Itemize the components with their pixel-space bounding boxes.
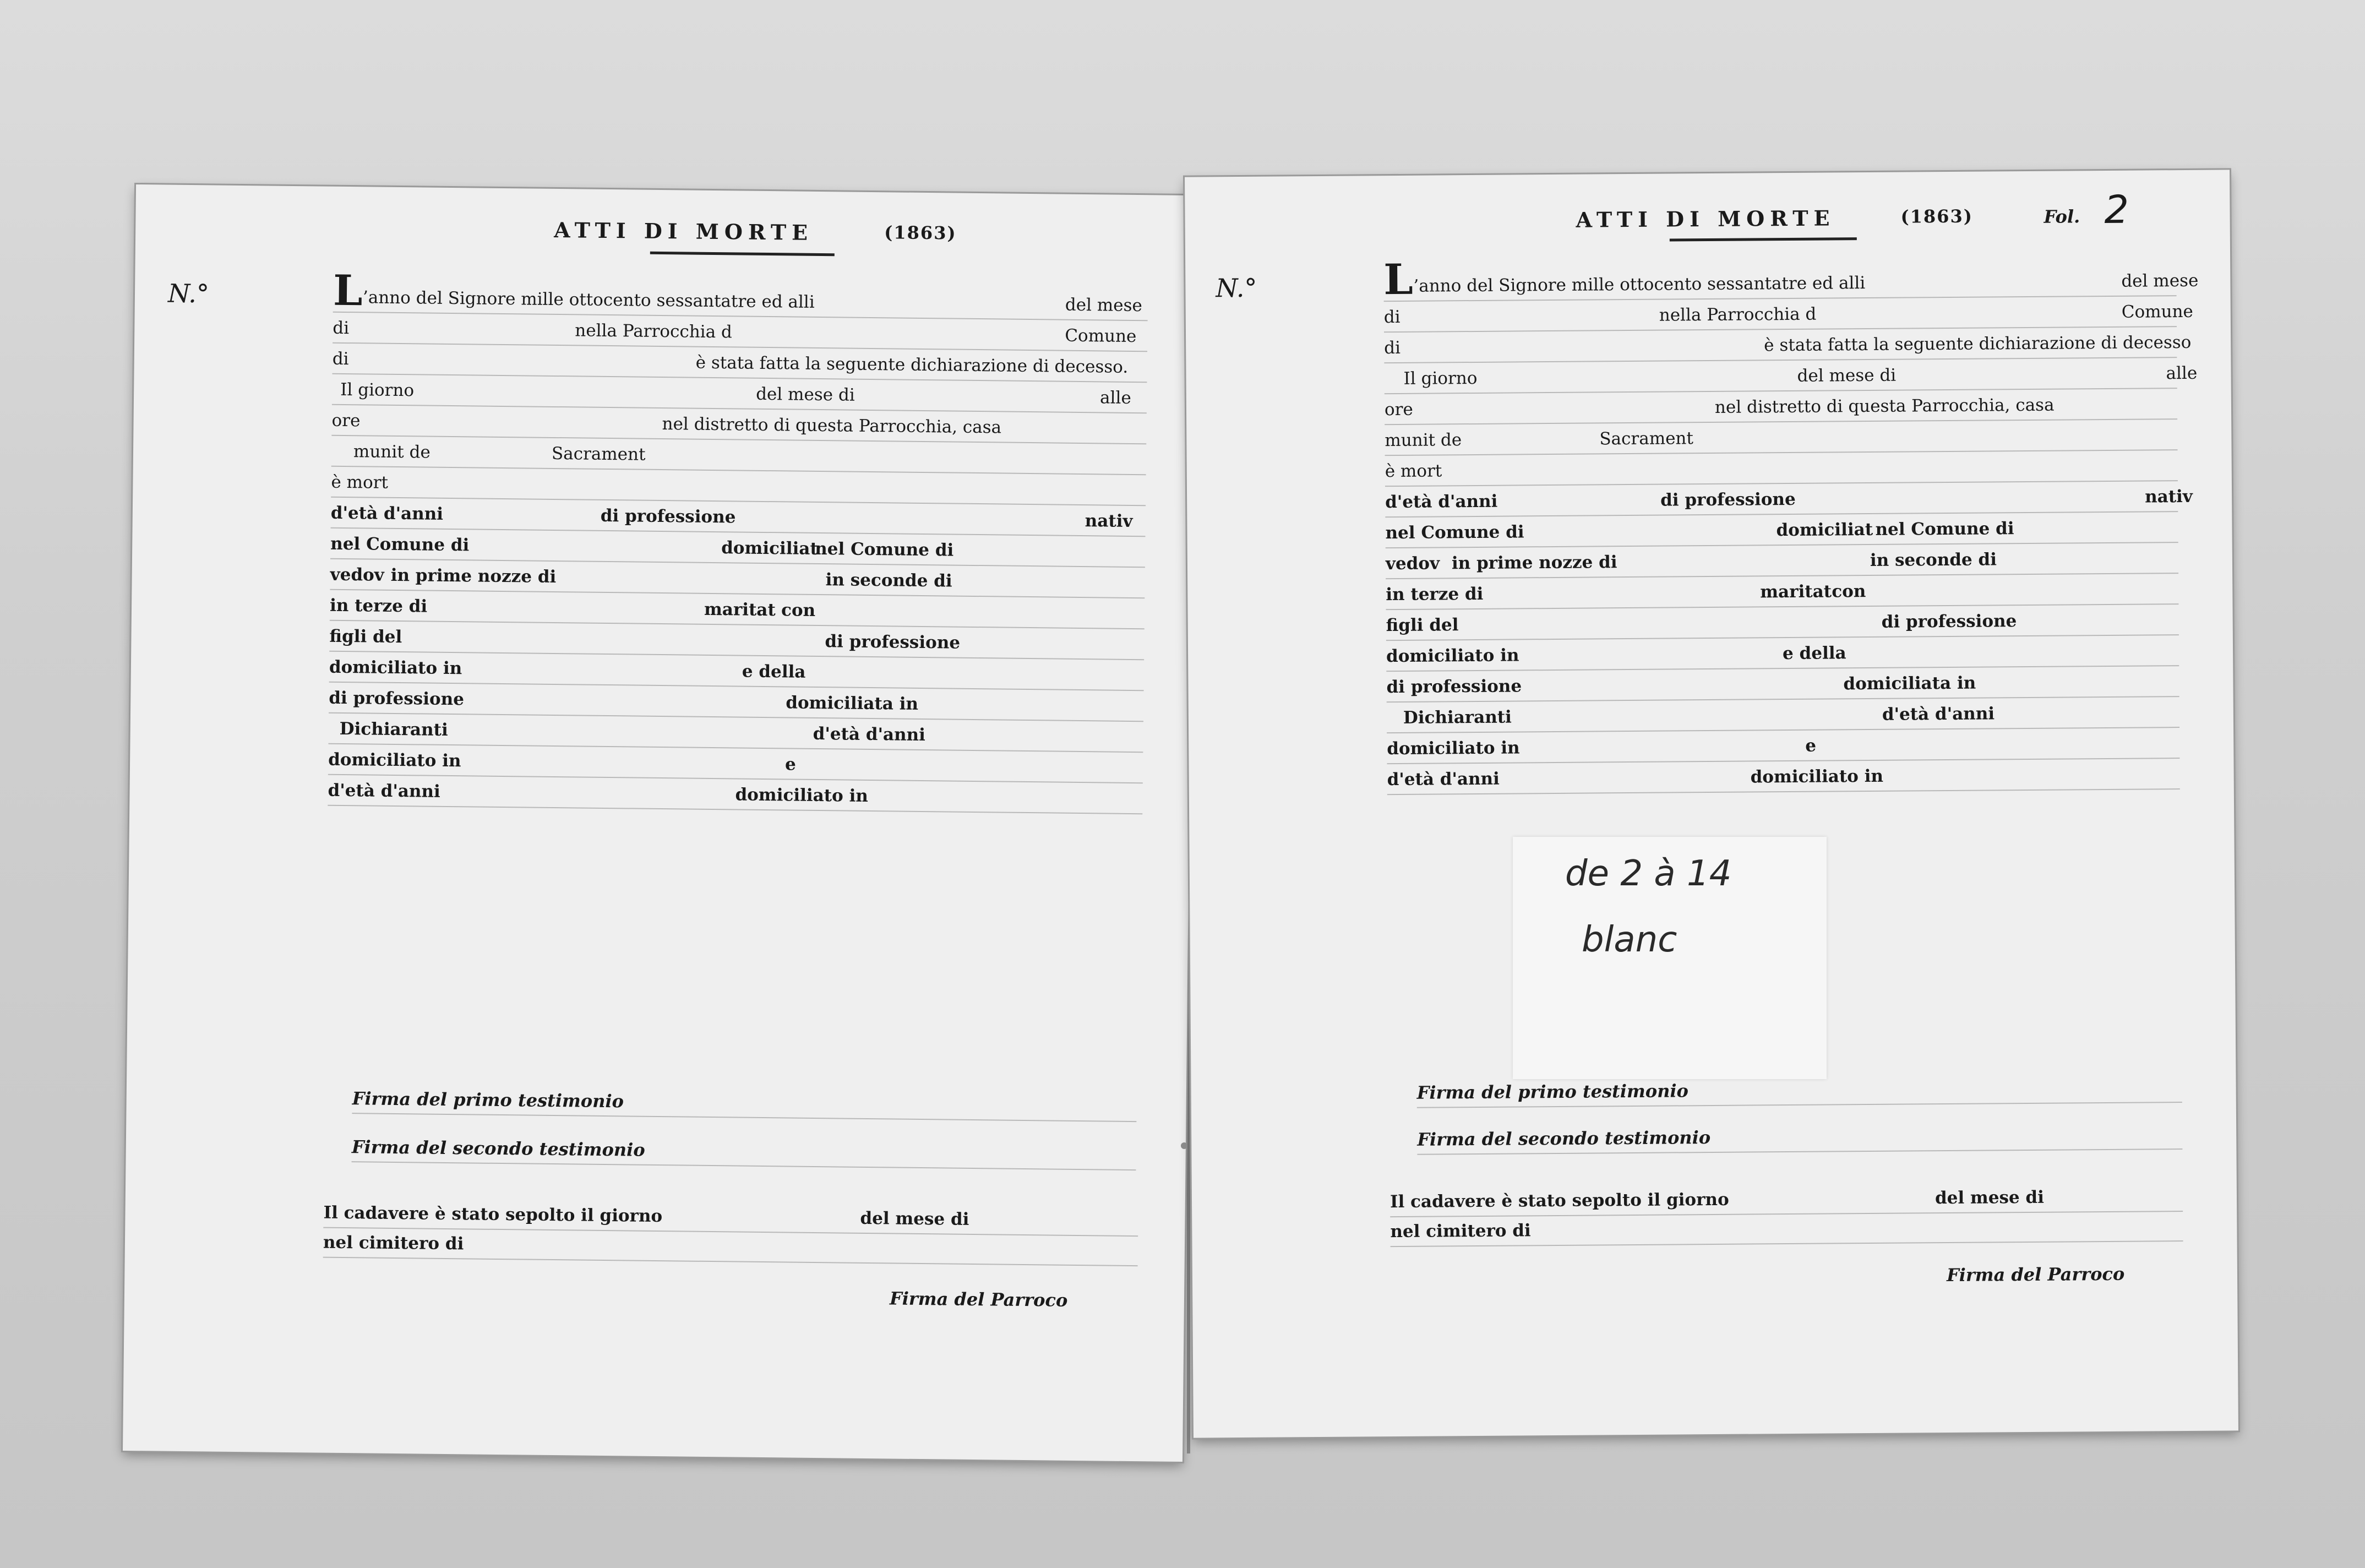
form-line (1384, 359, 2198, 394)
form-line (1387, 729, 2179, 764)
form-line-text: è stata fatta la seguente dichiarazione di decesso. (695, 352, 1129, 377)
form-line-text: e della (742, 661, 806, 682)
form-line (1387, 760, 2179, 795)
form-line (1385, 482, 2193, 518)
form-line (1386, 544, 2178, 579)
form-line-text: domiciliat (1776, 519, 1873, 541)
form-line-text: in terze di (329, 595, 428, 617)
form-line-text: di professione (1386, 676, 1522, 698)
form-line (1386, 606, 2179, 641)
left-burial-text: Il cadavere è stato sepolto il giorno (323, 1202, 663, 1227)
form-line-text: di professione (1881, 611, 2017, 632)
left-entry-number-label: N.° (167, 278, 210, 309)
right-burial-line-1 (1390, 1182, 2183, 1217)
form-line-text: nativ (1085, 511, 1133, 531)
form-line-text: d'età d'anni (813, 723, 926, 745)
left-page-year: (1863) (884, 222, 957, 244)
right-second-witness-label: Firma del secondo testimonio (1417, 1127, 1711, 1150)
right-second-witness-line (1417, 1120, 2182, 1155)
form-line-text: maritat (1760, 581, 1832, 602)
form-line (1385, 390, 2177, 425)
folio-number: 2 (2104, 187, 2129, 232)
form-line-text: ore (331, 410, 361, 431)
left-first-witness-line (352, 1084, 1136, 1122)
form-line-text: di professione (1660, 489, 1796, 510)
right-parish-signature: Firma del Parroco (1946, 1263, 2125, 1286)
form-line-text: munit de (1385, 430, 1462, 451)
form-line-text: Il giorno (1403, 368, 1478, 389)
left-page-title: ATTI DI MORTE (554, 217, 814, 245)
form-line-text: di professione (329, 688, 465, 710)
form-line-text: nel Comune di (330, 533, 470, 556)
form-line-text: del mese (1065, 295, 1143, 316)
left-burial-month: del mese di (860, 1208, 969, 1229)
form-line-text: figli del (329, 626, 402, 647)
form-line-text: Sacrament (551, 443, 646, 465)
form-line-text: di (1384, 337, 1401, 358)
form-line-text: vedov (1385, 553, 1440, 574)
form-line-text: d'età d'anni (1385, 491, 1498, 513)
form-line-text: è mort (331, 472, 389, 493)
form-line (1385, 451, 2178, 487)
form-line (1386, 667, 2179, 703)
note-line-2: blanc (1582, 919, 1677, 960)
form-line-text: nel distretto di questa Parrocchia, casa (662, 414, 1002, 438)
form-line-text: d'età d'anni (1387, 769, 1500, 790)
form-line-text: ore (1384, 399, 1413, 420)
form-line-text: domiciliato in (329, 657, 462, 679)
note-line-1: de 2 à 14 (1565, 853, 1732, 894)
right-burial-line-2 (1390, 1212, 2183, 1247)
form-line-text: in seconde di (1870, 549, 1997, 570)
form-line-text: d'età d'anni (328, 780, 440, 802)
form-line-text: nel Comune di (815, 538, 954, 560)
right-cemetery-label: nel cimitero di (1390, 1221, 1531, 1242)
form-line-text: nel Comune di (1875, 519, 2014, 540)
binding-mark (1181, 1142, 1187, 1149)
right-page (1185, 170, 2238, 1438)
form-line-text: vedov (330, 564, 384, 585)
form-line-text: del mese di (1797, 365, 1897, 386)
form-line-text: domiciliata in (1843, 673, 1976, 694)
form-line-text: è mort (1385, 461, 1442, 482)
left-first-witness-label: Firma del primo testimonio (352, 1088, 624, 1112)
form-line-text: domiciliata in (786, 693, 919, 714)
form-line-text: domiciliato in (1750, 766, 1884, 787)
form-line-text: di professione (825, 631, 961, 653)
form-line (1386, 636, 2179, 672)
form-line-text: in prime nozze di (1451, 552, 1617, 574)
form-line-text: in terze di (1386, 584, 1484, 605)
form-line-text: del mese di (755, 384, 855, 405)
form-line-text: Dichiaranti (339, 718, 448, 740)
form-line-text: d'età d'anni (330, 503, 444, 524)
right-title-rule (1670, 237, 1857, 241)
left-parish-signature: Firma del Parroco (889, 1288, 1068, 1311)
form-line-text: del mese (2121, 270, 2199, 291)
form-line-text: ’anno del Signore mille ottocento sessantatre ed alli (362, 287, 815, 312)
form-line-text: Sacrament (1599, 428, 1694, 449)
form-line-text: ’anno del Signore mille ottocento sessantatre ed alli (1413, 273, 1866, 296)
form-line-text: Dichiaranti (1403, 707, 1512, 728)
form-line-text: Comune (2121, 301, 2193, 322)
form-line-text: in seconde di (825, 570, 952, 591)
form-line-text: in prime nozze di (390, 565, 557, 587)
form-line-text: è stata fatta la seguente dichiarazione di decesso (1764, 332, 2192, 356)
form-line-text: alle (2166, 363, 2198, 384)
form-line-text: domiciliato in (1387, 738, 1520, 759)
form-line-text: Comune (1065, 325, 1137, 347)
right-page-year: (1863) (1900, 205, 1974, 227)
form-line-text: maritat (704, 599, 776, 620)
right-burial-text: Il cadavere è stato sepolto il giorno (1389, 1189, 1729, 1212)
form-line-text: munit de (353, 442, 431, 462)
form-line-text: di (333, 318, 350, 339)
form-line-text: con (781, 600, 816, 620)
form-line-text: domiciliato in (328, 749, 461, 771)
left-cemetery-label: nel cimitero di (323, 1232, 464, 1254)
form-line (1387, 698, 2179, 733)
form-line-text: e (1805, 736, 1817, 756)
left-page (123, 184, 1196, 1462)
folio-label: Fol. (2044, 206, 2080, 227)
form-line-text: con (1832, 581, 1866, 602)
form-line-text: d'età d'anni (1882, 704, 1995, 725)
form-line-text: domiciliato in (1386, 645, 1519, 667)
drop-cap-letter: L (1383, 254, 1414, 304)
form-line-text: nativ (2145, 486, 2193, 507)
handwritten-note (1513, 837, 1827, 1079)
right-first-witness-label: Firma del primo testimonio (1416, 1080, 1689, 1103)
form-line (1383, 254, 2199, 304)
form-line-text: domiciliato in (735, 785, 869, 806)
right-burial-month: del mese di (1934, 1187, 2045, 1208)
right-entry-number-label: N.° (1216, 273, 1257, 303)
form-line-text: alle (1099, 388, 1131, 408)
right-page-title: ATTI DI MORTE (1576, 205, 1835, 232)
form-line-text: nella Parrocchia d (575, 320, 733, 342)
form-line (1383, 297, 2193, 333)
form-line (1384, 328, 2192, 363)
form-line-text: di (332, 349, 349, 369)
form-line-text: di (1383, 307, 1401, 328)
drop-cap-letter: L (333, 265, 363, 315)
form-line (1385, 513, 2178, 548)
form-line-text: domiciliat (721, 538, 818, 559)
left-second-witness-line (352, 1133, 1136, 1170)
form-line-text: nel distretto di questa Parrocchia, casa (1714, 395, 2055, 417)
form-line-text: nel Comune di (1385, 522, 1524, 543)
form-line-text: e (784, 754, 797, 775)
left-second-witness-label: Firma del secondo testimonio (351, 1136, 645, 1161)
form-line-text: figli del (1386, 615, 1459, 636)
form-line-text: nella Parrocchia d (1659, 304, 1817, 325)
form-line-text: Il giorno (340, 379, 415, 401)
left-title-rule (650, 252, 835, 257)
form-line (1385, 421, 2177, 456)
form-line (1386, 575, 2178, 610)
form-line-text: e della (1782, 643, 1846, 664)
form-line-text: di professione (600, 505, 736, 527)
